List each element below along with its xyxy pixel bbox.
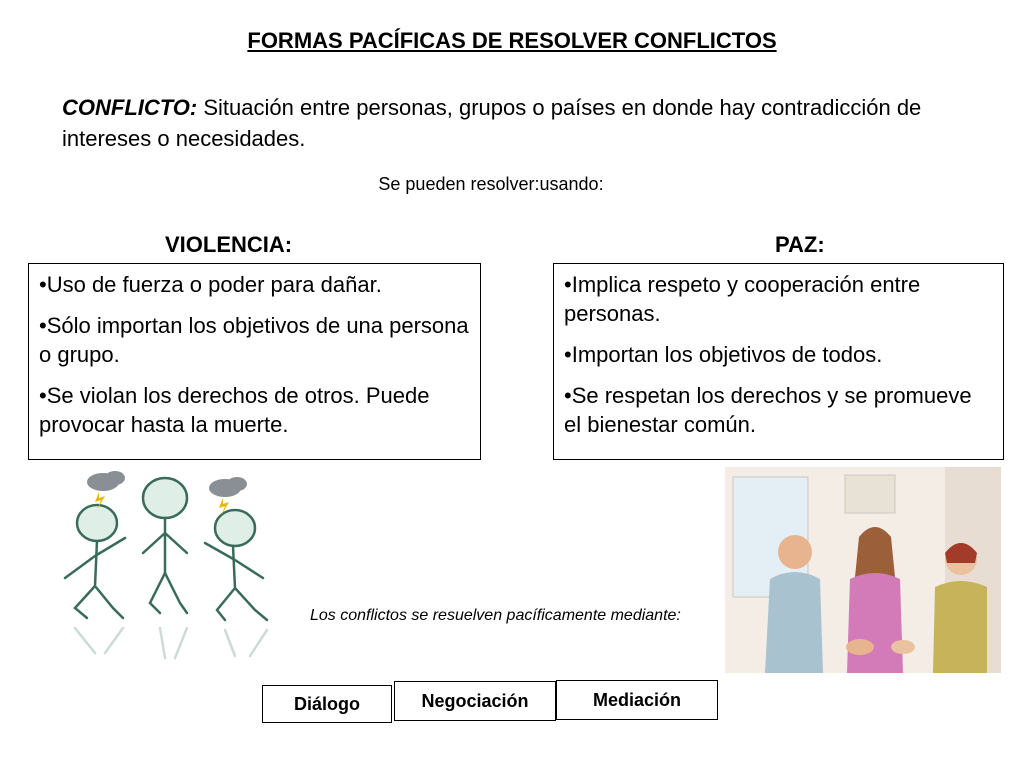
violence-heading: VIOLENCIA:: [165, 232, 293, 257]
peace-item: •Implica respeto y cooperación entre personas.: [564, 272, 921, 326]
method-negociacion: Negociación: [394, 681, 556, 721]
method-dialogo: Diálogo: [262, 685, 392, 723]
definition-text: Situación entre personas, grupos o países en donde hay contradicción de intereses o necesidades.: [62, 95, 922, 151]
definition-term: CONFLICTO:: [62, 95, 198, 120]
peace-box: [553, 263, 1004, 460]
method-mediacion: Mediación: [556, 680, 718, 720]
page-title: FORMAS PACÍFICAS DE RESOLVER CONFLICTOS: [247, 28, 777, 53]
peace-illustration: [725, 467, 1001, 673]
violence-item: •Se violan los derechos de otros. Puede provocar hasta la muerte.: [39, 383, 430, 437]
violence-item: •Uso de fuerza o poder para dañar.: [39, 272, 382, 297]
peace-item: •Importan los objetivos de todos.: [564, 342, 883, 367]
peace-item: •Se respetan los derechos y se promueve el bienestar común.: [564, 383, 972, 437]
violence-illustration: [35, 468, 295, 663]
conflict-definition: [62, 92, 942, 154]
resolution-note: Los conflictos se resuelven pacíficamente mediante:: [310, 607, 681, 624]
resolve-subtitle: Se pueden resolver:usando:: [378, 174, 604, 194]
peace-heading: PAZ:: [775, 232, 825, 257]
violence-box: [28, 263, 481, 460]
violence-item: •Sólo importan los objetivos de una persona o grupo.: [39, 313, 469, 367]
